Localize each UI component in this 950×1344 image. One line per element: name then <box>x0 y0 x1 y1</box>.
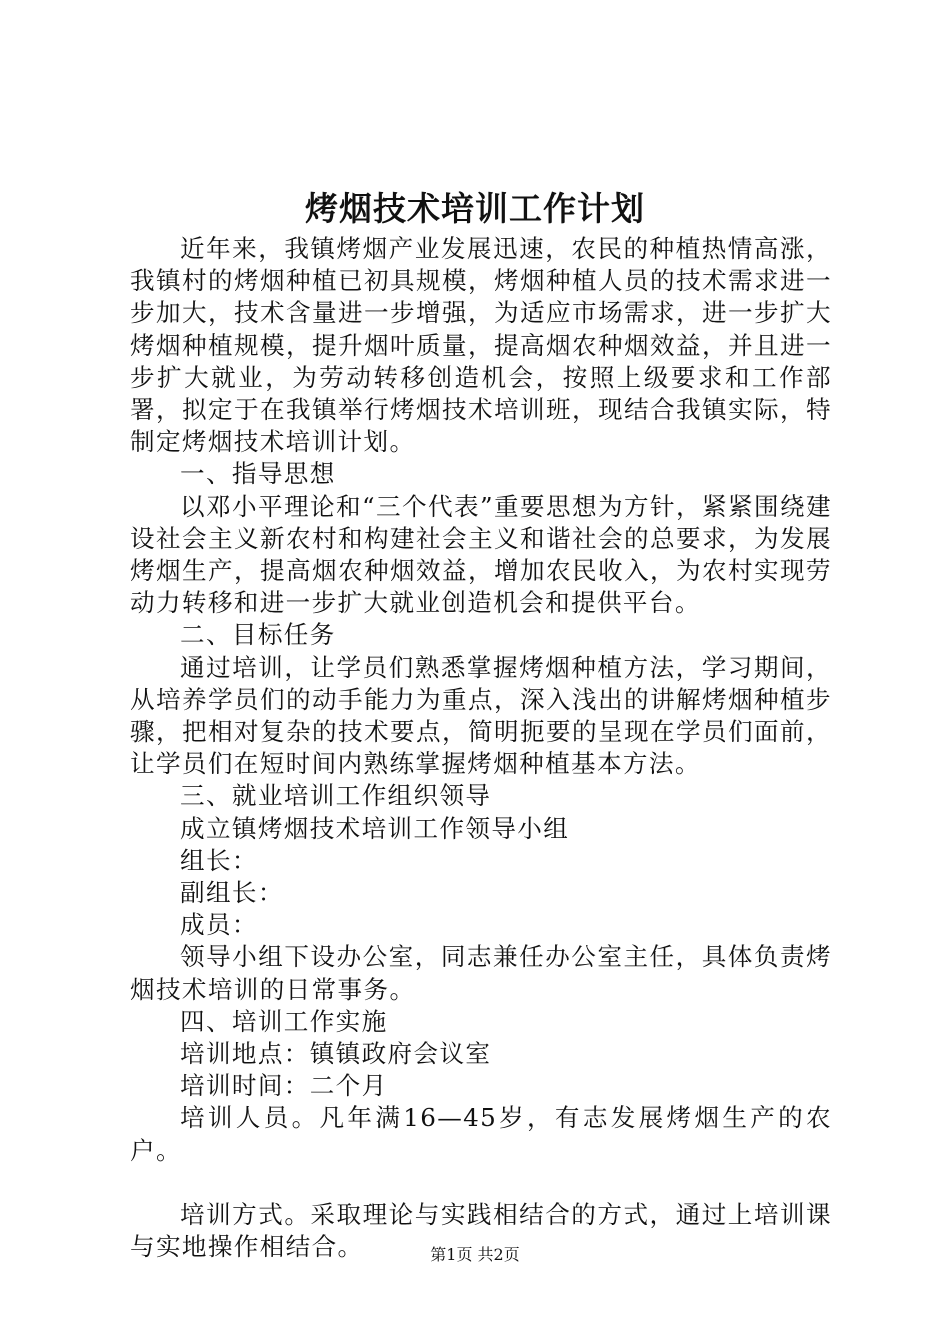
document-title: 烤烟技术培训工作计划 <box>305 189 645 228</box>
section-heading-leadership: 三、就业培训工作组织领导 <box>180 781 492 811</box>
paragraph-leadership-group: 成立镇烤烟技术培训工作领导小组 <box>180 813 570 843</box>
document-body <box>130 233 832 1263</box>
paragraph-office: 领导小组下设办公室，同志兼任办公室主任，具体负责烤烟技术培训的日常事务。 <box>130 942 832 1004</box>
paragraph-group-leader: 组长： <box>180 845 258 875</box>
paragraph-training-personnel: 培训人员。凡年满16—45岁，有志发展烤烟生产的农户。 <box>130 1103 832 1165</box>
blank-line <box>130 1167 832 1199</box>
paragraph-training-location: 培训地点：镇镇政府会议室 <box>180 1039 492 1069</box>
section-heading-implementation: 四、培训工作实施 <box>180 1006 388 1036</box>
paragraph-deputy-leader: 副组长： <box>180 878 284 908</box>
section-heading-goals: 二、目标任务 <box>180 620 336 650</box>
paragraph-training-time: 培训时间：二个月 <box>180 1071 388 1101</box>
paragraph-intro: 近年来，我镇烤烟产业发展迅速，农民的种植热情高涨，我镇村的烤烟种植已初具规模，烤烟种植人员的技术需求进一步加大，技术含量进一步增强，为适应市场需求，进一步扩大烤烟种植规模，提升烟叶质量，提高烟农种烟效益，并且进一步扩大就业，为劳动转移创造机会，按照上级要求和工作部署，拟定于在我镇举行烤烟技术培训班，现结合我镇实际，特制定烤烟技术培训计划。 <box>130 234 832 457</box>
paragraph-members: 成员： <box>180 910 258 940</box>
paragraph-training-method: 培训方式。采取理论与实践相结合的方式，通过上培训课与实地操作相结合。 <box>130 1200 832 1262</box>
paragraph-goals: 通过培训，让学员们熟悉掌握烤烟种植方法，学习期间，从培养学员们的动手能力为重点，深入浅出的讲解烤烟种植步骤，把相对复杂的技术要点，简明扼要的呈现在学员们面前，让学员们在短时间内熟练掌握烤烟种植基本方法。 <box>130 652 832 779</box>
page-footer: 第1页 共2页 <box>430 1245 520 1264</box>
paragraph-guiding-ideology: 以邓小平理论和“三个代表”重要思想为方针，紧紧围绕建设社会主义新农村和构建社会主义和谐社会的总要求，为发展烤烟生产，提高烟农种烟效益，增加农民收入，为农村实现劳动力转移和进一步扩大就业创造机会和提供平台。 <box>130 491 832 618</box>
section-heading-guiding-ideology: 一、指导思想 <box>180 459 336 489</box>
